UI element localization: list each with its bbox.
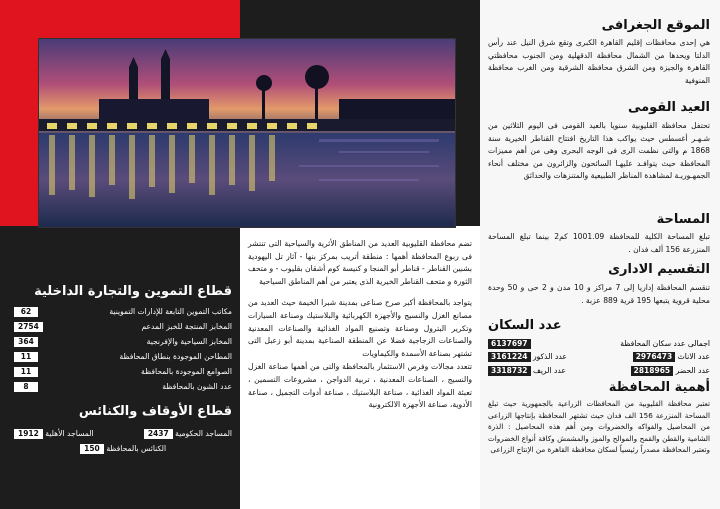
population-section <box>488 318 710 378</box>
admin-text: تنقسم المحافظة إداريا إلى 7 مراكز و 10 مدن و 2 حى و 50 وحدة محلية قروية يتبعها 195 قرية 889 عزبة . <box>488 283 710 305</box>
awqaf-section <box>14 404 232 456</box>
area-title: المساحة <box>656 212 710 227</box>
supply-row <box>14 349 232 364</box>
pop-rural-label: عدد الريف <box>532 366 566 375</box>
pop-urban-value: 2818965 <box>631 366 674 376</box>
supply-row <box>14 334 232 349</box>
supply-row-label: المطاحن الموجودة بنطاق المحافظة <box>119 352 232 361</box>
supply-row-value: 8 <box>14 382 38 392</box>
population-title: عدد السكان <box>488 318 562 333</box>
area-text: تبلغ المساحة الكلية للمحافظة 1001.09 كم2 بينما تبلغ المساحة المنزرعة 156 ألف فدان . <box>488 232 710 254</box>
pop-total-row <box>488 337 710 350</box>
importance-text: تعتبر محافظة القليوبية من المحافظات الزراعية بالجمهورية حيث تبلغ المساحة المنزرعة 156 الف فدان حيث تشتهر المحافظة بإنتاجها الزراعى من المحاصيل والفواكه والخضروات ومن أهم هذه المحاصيل : الذرة الشامية والقطن والقمح والموالح والموز والمشمش وكافة أنواع الخضروات وتعتبر المحافظة مصدراً رئيسياً لسكان محافظة القاهرة من الإنتاج الزراعى <box>488 399 710 455</box>
geo-text: هي إحدى محافظات إقليم القاهرة الكبرى وتقع شرق النيل عند رأس الدلتا ويحدها من الشمال محافظة الدقهلية ومن الجنوب محافظتي القاهرة والجيزة ومن الشرق محافظة الشرقية ومن الغرب محافظة المنوفية <box>488 38 710 85</box>
pop-female-value: 2976473 <box>633 352 676 362</box>
supply-row <box>14 379 232 394</box>
gov-mosques-label: المساجد الحكومية <box>175 428 232 438</box>
supply-row-label: المخابز المنتجة للخبز المدعم <box>141 322 232 331</box>
nile-barrages-photo <box>38 38 456 228</box>
private-mosques-value: 1912 <box>14 429 43 439</box>
pop-female-label: عدد الاناث <box>677 352 710 361</box>
supply-row <box>14 319 232 334</box>
industry-text: يتواجد بالمحافظة أكبر صرح صناعى بمدينة شبرا الخيمة حيث العديد من مصانع الغزل والنسيج والأجهزة الكهربائية والبلاستيك وصناعة السيارات وتكرير البترول وصناعة وتصنيع المواد الغذائية والصناعات المعدنية والصناعات الزجاجية فضلا عن المنطقة الصناعية بمدينة أبو زعبل التى تشتهر بصناعة الأسمدة والكيماويات <box>248 298 472 358</box>
importance-title: أهمية المحافظة <box>608 380 710 395</box>
supply-row-label: الصوامع الموجودة بالمحافظة <box>141 367 232 376</box>
mosques-row <box>14 426 232 441</box>
supply-title: قطاع التموين والتجارة الداخلية <box>34 284 232 299</box>
supply-row-value: 62 <box>14 307 38 317</box>
churches-value: 150 <box>80 444 104 454</box>
supply-row-value: 2754 <box>14 322 43 332</box>
pop-urban-label: عدد الحضر <box>675 366 710 375</box>
churches-label: الكنائس بالمحافظة <box>106 443 167 453</box>
pop-male-value: 3161224 <box>488 352 531 362</box>
supply-row-label: المخابز السياحية والإفرنجية <box>146 337 232 346</box>
investment-text: تتعدد مجالات وفرص الاستثمار بالمحافظة والتى من أهمها صناعة الغزل والنسيج ، الصناعات المعدنية ، تربية الدواجن ، مشروعات التسمين ، تعبئة المواد الغذائية ، صناعة البلاستيك ، صناعة أدوات التجميل ، صناعة الأدوية، صناعة الأجهزة الالكترونية <box>248 362 472 410</box>
tourism-text: تضم محافظة القليوبية العديد من المناطق الأثرية والسياحية التى تنتشر فى ربوع المحافظة أهمها : منطقة أتريب بمركز بنها - آثار تل اليهودية بشبين القناطر - قناطر أبو المنجا و كنيسة كوم أشقان بقليوب - و متحف الثورة و متحف القناطر الخيرية الذى يعتبر من أهم المناطق السياحية <box>248 239 472 286</box>
supply-row-value: 11 <box>14 352 38 362</box>
gov-mosques-value: 2437 <box>144 429 173 439</box>
pop-male-label: عدد الذكور <box>532 352 567 361</box>
pop-rural-value: 3318732 <box>488 366 531 376</box>
importance-section <box>488 380 710 456</box>
area-section <box>488 212 710 256</box>
pop-total-label: اجمالى عدد سكان المحافظة <box>620 339 710 348</box>
holiday-text: تحتفل محافظة القليوبية سنويا بالعيد القومى فى اليوم الثلاثين من شـهـر أغسطس حيث يواكب هذا التاريخ افتتاح القناطر الخيرية سنة 1868 م والتى نظمت الرى فى الوجه البحرى وهى من أهم مميزات المحافظة حيث يتوافـد عليهـا السائحون والزائرون من مختلف أنحاء الجمهـوريـة لمشاهدة المناظر الطبيعية والمتنزهات والحدائق <box>488 121 710 181</box>
pop-total-value: 6137697 <box>488 339 531 349</box>
holiday-section <box>488 100 710 183</box>
supply-row-value: 11 <box>14 367 38 377</box>
private-mosques-label: المساجد الأهلية <box>45 428 94 438</box>
churches-row <box>14 441 232 456</box>
admin-title: التقسيم الادارى <box>608 262 710 277</box>
middle-text-section <box>248 238 472 412</box>
admin-section <box>488 262 710 307</box>
geo-title: الموقع الجغرافى <box>601 18 710 33</box>
supply-row-value: 364 <box>14 337 38 347</box>
supply-row-label: عدد الشون بالمحافظة <box>162 382 232 391</box>
pop-gender-row <box>488 350 710 364</box>
geo-section <box>488 18 710 87</box>
awqaf-title: قطاع الأوقاف والكنائس <box>78 404 232 419</box>
supply-row-label: مكاتب التموين التابعة للإدارات التموينية <box>109 307 232 316</box>
supply-section <box>14 284 232 394</box>
supply-row <box>14 364 232 379</box>
supply-row <box>14 304 232 319</box>
pop-urban-row <box>488 364 710 378</box>
holiday-title: العيد القومى <box>627 100 710 115</box>
